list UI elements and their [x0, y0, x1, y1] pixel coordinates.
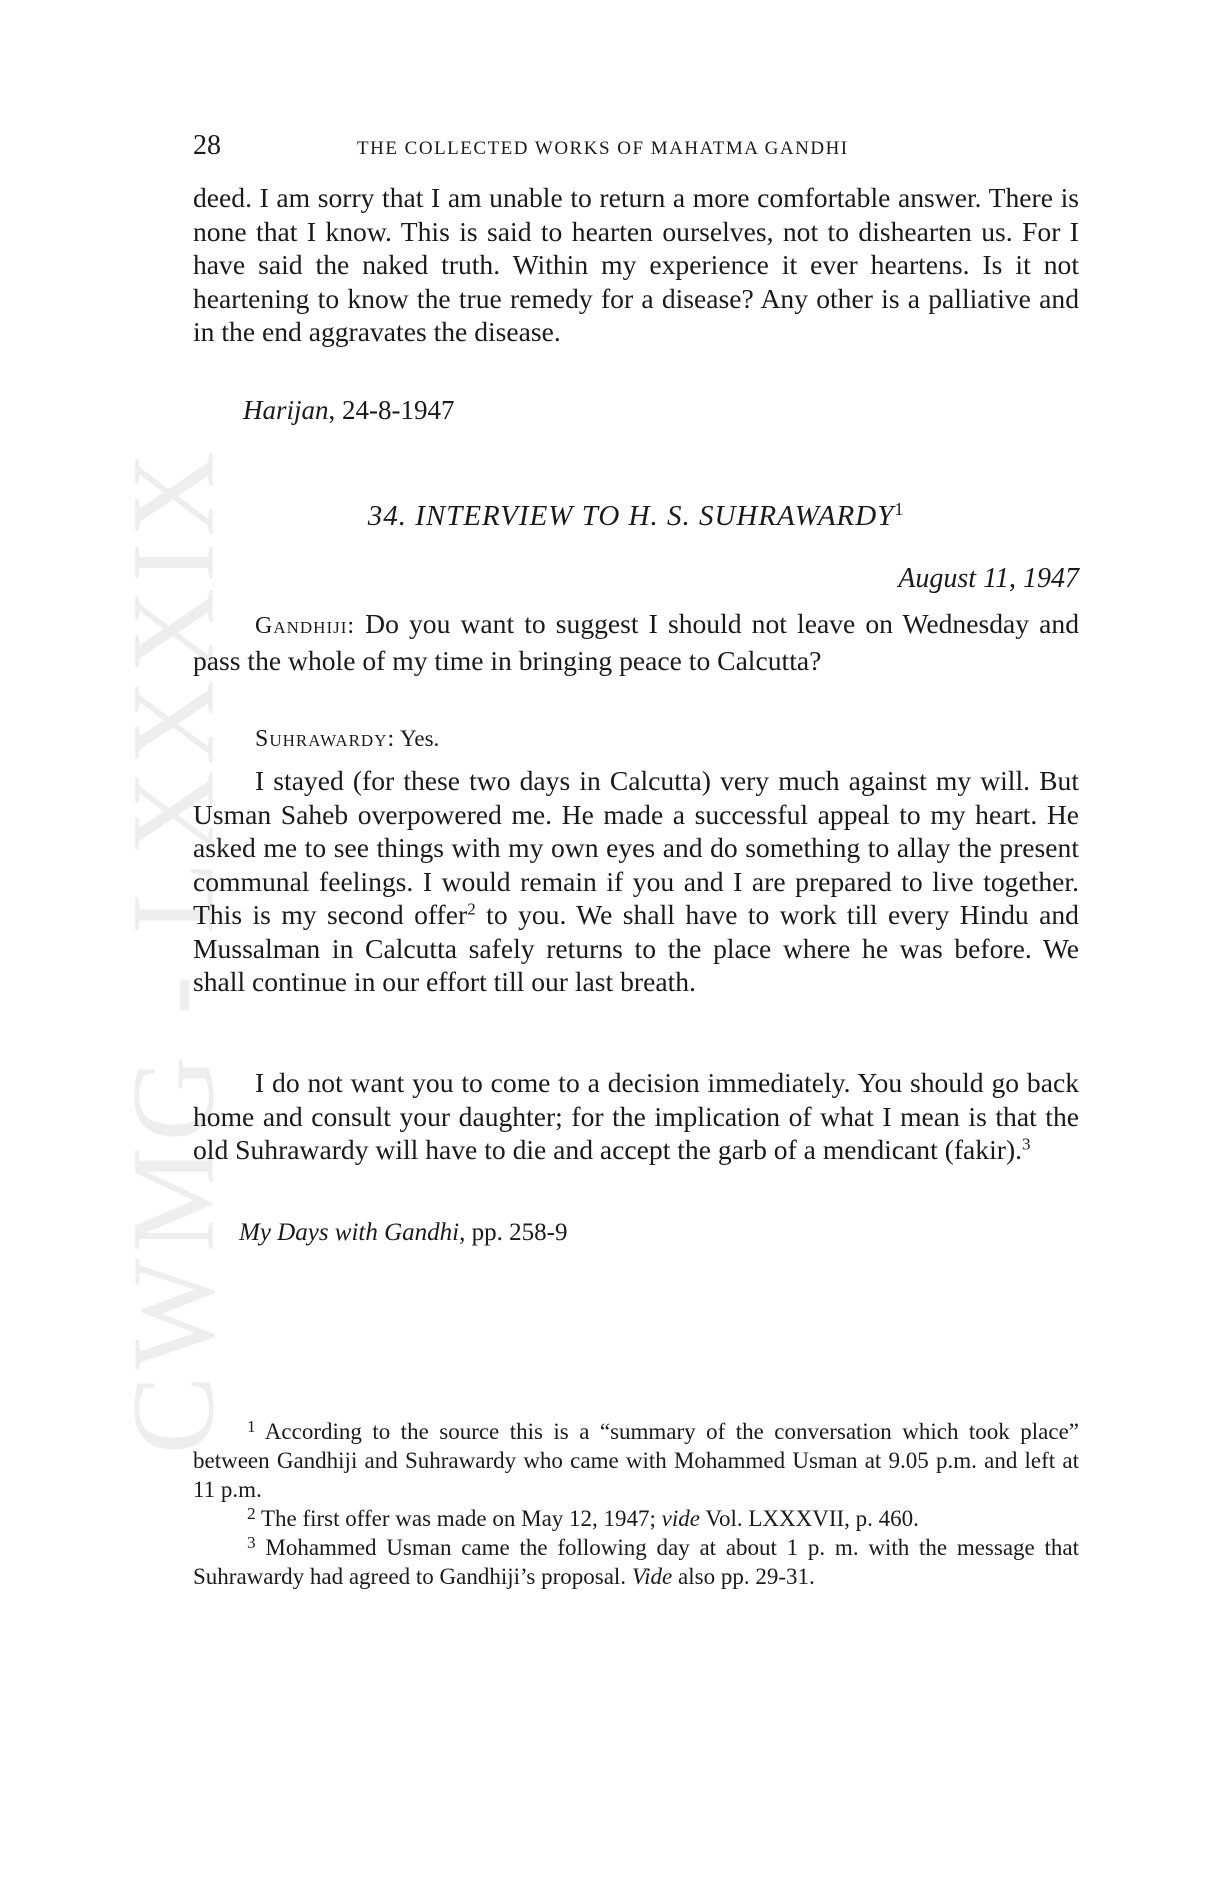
paragraph-main-part1: I stayed (for these two days in Calcutta) very much against my will. But Usman Saheb overpowered me. He made a successful appeal to my heart. He asked me to see things with my own eyes and do something to allay the present communal feelings. I would remain if you and I are prepared to live together. This is my second offer: [193, 765, 1079, 930]
footnote-ref-3: 3: [1022, 1134, 1031, 1154]
dialogue-gandhiji: [193, 607, 1079, 677]
footnotes: [193, 1417, 1079, 1591]
footnote-1: [193, 1417, 1079, 1504]
paragraph-main-part2: to you. We shall have to work till every Hindu and Mussalman in Calcutta safely returns to the place where he was before. We shall continue in our effort till our last breath.: [193, 899, 1079, 997]
footnote-3-mark: 3: [247, 1533, 256, 1553]
previous-item-source-date: , 24-8-1947: [328, 395, 455, 425]
footnote-2-vide: vide: [661, 1506, 700, 1531]
footnote-3-text-after: also pp. 29-31.: [672, 1564, 815, 1589]
running-head: [193, 130, 1079, 170]
footnote-2-text-before: The first offer was made on May 12, 1947;: [255, 1506, 662, 1531]
footnote-1-text: According to the source this is a “summary of the conversation which took place” between Gandhiji and Suhrawardy who came with Mohammed Usman at 9.05 p.m. and left at 11 p.m.: [193, 1419, 1079, 1502]
item-number: 34.: [367, 500, 407, 532]
footnote-3: [193, 1533, 1079, 1591]
footnote-ref-1: 1: [894, 499, 905, 520]
footnote-2-mark: 2: [247, 1504, 256, 1524]
footnote-3-vide: Vide: [631, 1564, 673, 1589]
previous-item-source-title: Harijan: [243, 395, 329, 425]
item-date: August 11, 1947: [898, 563, 1079, 594]
footnote-2-text-after: Vol. LXXXVII, p. 460.: [699, 1506, 919, 1531]
item-heading: [193, 500, 1079, 533]
footnote-3-text-before: Mohammed Usman came the following day at about 1 p. m. with the message that Suhrawardy had agreed to Gandhiji’s proposal.: [193, 1535, 1079, 1589]
running-title: THE COLLECTED WORKS OF MAHATMA GANDHI: [357, 138, 849, 159]
watermark-text: CWMG - LXXXIX: [107, 445, 238, 1455]
dialogue-suhrawardy-text: Yes.: [395, 726, 440, 751]
page-number: 28: [193, 130, 221, 161]
previous-item-source: [243, 395, 455, 426]
item-source: [239, 1219, 567, 1247]
paragraph-last: [193, 1066, 1079, 1167]
speaker-gandhiji: Gandhiji:: [255, 613, 356, 639]
speaker-suhrawardy: Suhrawardy:: [255, 726, 396, 752]
footnote-ref-2: 2: [467, 899, 476, 919]
paragraph-last-text: I do not want you to come to a decision immediately. You should go back home and consult your daughter; for the implication of what I mean is that the old Suhrawardy will have to die and accept the garb of a mendicant (fakir).: [193, 1067, 1079, 1165]
item-source-title: My Days with Gandhi: [239, 1219, 460, 1246]
item-source-pages: , pp. 258-9: [459, 1219, 568, 1246]
paragraph-main: [193, 764, 1079, 999]
footnote-1-mark: 1: [247, 1417, 256, 1437]
dialogue-gandhiji-text: Do you want to suggest I should not leave on Wednesday and pass the whole of my time in bringing peace to Calcutta?: [193, 608, 1079, 676]
previous-item-text: deed. I am sorry that I am unable to return a more comfortable answer. There is none that I know. This is said to hearten ourselves, not to dishearten us. For I have said the naked truth. Within my experience it ever heartens. Is it not heartening to know the true remedy for a disease? Any other is a palliative and in the end aggravates the disease.: [193, 182, 1079, 347]
dialogue-suhrawardy: [255, 722, 439, 757]
item-title: INTERVIEW TO H. S. SUHRAWARDY: [415, 500, 895, 532]
footnote-2: [193, 1504, 1079, 1533]
